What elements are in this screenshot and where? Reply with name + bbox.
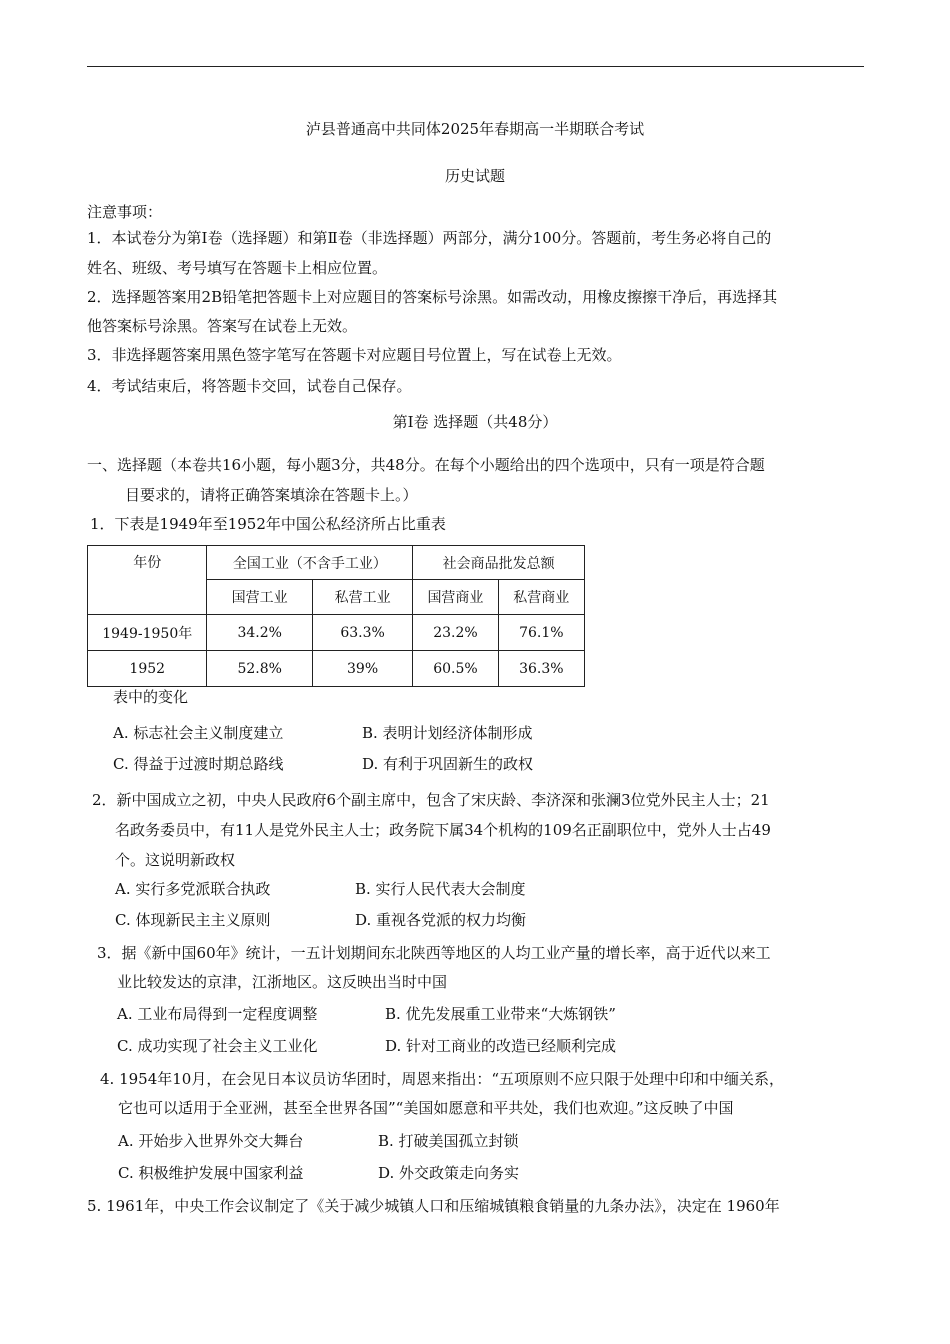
q4-option-c[interactable]: C. 积极维护发展中国家利益 (118, 1164, 304, 1182)
section-instruction: 一、选择题（本卷共16小题，每小题3分，共48分。在每个小题给出的四个选项中，只有一项是符合题 (87, 456, 765, 474)
table-cell-year: 1949-1950年 (88, 615, 207, 651)
q3-option-b[interactable]: B. 优先发展重工业带来“大炼钢铁” (385, 1005, 616, 1023)
q3-option-d[interactable]: D. 针对工商业的改造已经顺利完成 (385, 1037, 617, 1055)
q1-stem: 1．下表是1949年至1952年中国公私经济所占比重表 (90, 515, 446, 533)
q4-option-a[interactable]: A. 开始步入世界外交大舞台 (118, 1132, 304, 1150)
notice-item-4: 4．考试结束后，将答题卡交回，试卷自己保存。 (87, 377, 412, 395)
section-title: 第Ⅰ卷 选择题（共48分） (392, 413, 558, 431)
q1-option-b[interactable]: B. 表明计划经济体制形成 (362, 724, 533, 742)
q2-option-b[interactable]: B. 实行人民代表大会制度 (355, 880, 526, 898)
table-subheader: 国营工业 (207, 580, 312, 615)
subject-title: 历史试题 (444, 167, 505, 185)
notice-item-1-cont: 姓名、班级、考号填写在答题卡上相应位置。 (87, 259, 388, 277)
q4-stem: 4. 1954年10月，在会见日本议员访华团时，周恩来指出：“五项原则不应只限于处理中印和中缅关系， (100, 1070, 785, 1088)
notice-heading: 注意事项： (87, 203, 163, 221)
table-subheader: 私营工业 (312, 580, 412, 615)
q1-after-table: 表中的变化 (113, 688, 189, 706)
q2-option-a[interactable]: A. 实行多党派联合执政 (115, 880, 271, 898)
q2-stem-cont: 名政务委员中，有11人是党外民主人士；政务院下属34个机构的109名正副职位中，党外人士占49 (115, 821, 771, 839)
table-cell-year: 1952 (88, 651, 207, 687)
table-cell: 63.3% (312, 615, 412, 651)
q1-option-c[interactable]: C. 得益于过渡时期总路线 (113, 755, 284, 773)
exam-title: 泸县普通高中共同体2025年春期高一半期联合考试 (305, 120, 645, 138)
table-row (88, 651, 585, 687)
table-header-year: 年份 (88, 546, 207, 615)
notice-item-2-cont: 他答案标号涂黑。答案写在试卷上无效。 (87, 317, 358, 335)
table-row (88, 615, 585, 651)
q2-stem-cont: 个。这说明新政权 (115, 851, 236, 869)
table-cell: 23.2% (413, 615, 498, 651)
q2-stem: 2．新中国成立之初，中央人民政府6个副主席中，包含了宋庆龄、李济深和张澜3位党外民主人士；21 (92, 791, 770, 809)
table-header-industry: 全国工业（不含手工业） (207, 546, 413, 580)
q5-stem: 5. 1961年，中央工作会议制定了《关于减少城镇人口和压缩城镇粮食销量的九条办法》，决定在 1960年 (87, 1197, 780, 1215)
table-cell: 52.8% (207, 651, 312, 687)
q2-option-d[interactable]: D. 重视各党派的权力均衡 (355, 911, 527, 929)
notice-item-1: 1．本试卷分为第Ⅰ卷（选择题）和第Ⅱ卷（非选择题）两部分，满分100分。答题前，考生务必将自己的 (87, 229, 772, 247)
section-instruction-cont: 目要求的，请将正确答案填涂在答题卡上。） (125, 486, 418, 504)
table-cell: 60.5% (413, 651, 498, 687)
q3-option-c[interactable]: C. 成功实现了社会主义工业化 (117, 1037, 318, 1055)
table-subheader: 国营商业 (413, 580, 498, 615)
q1-option-d[interactable]: D. 有利于巩固新生的政权 (362, 755, 534, 773)
q4-stem-cont: 它也可以适用于全亚洲，甚至全世界各国”“美国如愿意和平共处，我们也欢迎。”这反映了中国 (118, 1099, 734, 1117)
table-cell: 36.3% (498, 651, 584, 687)
q4-option-b[interactable]: B. 打破美国孤立封锁 (378, 1132, 519, 1150)
q2-option-c[interactable]: C. 体现新民主主义原则 (115, 911, 271, 929)
table-cell: 39% (312, 651, 412, 687)
table-cell: 34.2% (207, 615, 312, 651)
q4-option-d[interactable]: D. 外交政策走向务实 (378, 1164, 520, 1182)
q1-table (87, 545, 585, 687)
table-header-commerce: 社会商品批发总额 (413, 546, 585, 580)
notice-item-2: 2．选择题答案用2B铅笔把答题卡上对应题目的答案标号涂黑。如需改动，用橡皮擦擦干净后，再选择其 (87, 288, 778, 306)
notice-item-3: 3．非选择题答案用黑色签字笔写在答题卡对应题目号位置上，写在试卷上无效。 (87, 346, 622, 364)
q3-stem: 3．据《新中国60年》统计，一五计划期间东北陕西等地区的人均工业产量的增长率，高于近代以来工 (97, 944, 771, 962)
table-cell: 76.1% (498, 615, 584, 651)
q3-option-a[interactable]: A. 工业布局得到一定程度调整 (117, 1005, 318, 1023)
table-subheader: 私营商业 (498, 580, 584, 615)
top-rule (87, 66, 864, 67)
q3-stem-cont: 业比较发达的京津，江浙地区。这反映出当时中国 (117, 973, 448, 991)
q1-option-a[interactable]: A. 标志社会主义制度建立 (113, 724, 284, 742)
